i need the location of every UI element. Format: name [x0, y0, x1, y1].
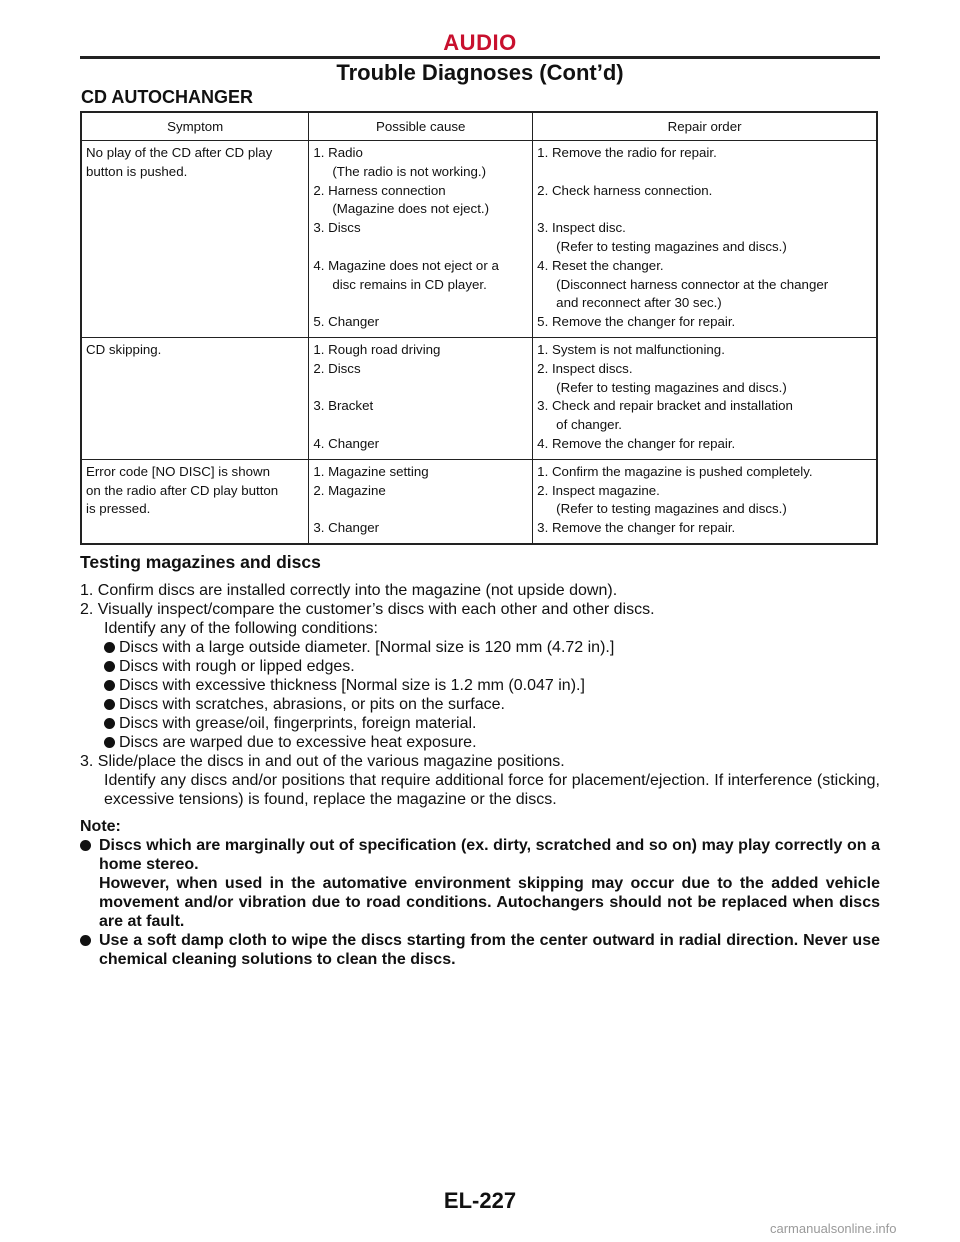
list-item [80, 657, 880, 676]
repair-cell [533, 459, 877, 544]
symptom-cell-line: No play of the CD after CD play [86, 145, 273, 160]
header-rule [80, 56, 880, 59]
cause-cell-line: (Magazine does not eject.) [332, 201, 490, 217]
cause-cell-line: 1. Radio [313, 145, 363, 160]
symptom-cell-line: on the radio after CD play button [86, 482, 279, 498]
bullet-icon [80, 935, 91, 946]
repair-cell-line [537, 200, 872, 219]
repair-cell-line: 4. Remove the changer for repair. [537, 435, 736, 451]
list-item [80, 676, 880, 695]
list-item [80, 638, 880, 657]
column-header-cause: Possible cause [309, 112, 533, 141]
list-item [80, 695, 880, 714]
watermark: carmanualsonline.info [770, 1221, 897, 1236]
testing-step-2: 2. Visually inspect/compare the customer’s discs with each other and other discs. [80, 601, 655, 618]
testing-step-3: 3. Slide/place the discs in and out of the various magazine positions. [80, 753, 565, 770]
repair-cell-line: 1. Confirm the magazine is pushed completely. [537, 463, 813, 479]
cause-cell-line: 5. Changer [313, 314, 380, 330]
testing-step-2-sub: Identify any of the following conditions: [104, 620, 378, 637]
section-label: AUDIO [443, 30, 517, 55]
symptom-cell-line: button is pushed. [86, 163, 188, 179]
repair-cell-line: (Refer to testing magazines and discs.) [556, 501, 787, 517]
column-header-symptom: Symptom [81, 112, 309, 141]
cause-cell-line: 3. Bracket [313, 398, 374, 414]
cause-cell-line [313, 416, 528, 435]
testing-heading: Testing magazines and discs [80, 552, 321, 572]
repair-cell-line: (Refer to testing magazines and discs.) [556, 238, 787, 254]
cause-cell-line [313, 379, 528, 398]
symptom-cell-line: CD skipping. [86, 341, 162, 357]
repair-cell-line: 2. Check harness connection. [537, 182, 713, 198]
table-row [81, 141, 877, 338]
diagnosis-table [80, 111, 878, 545]
note-item [80, 836, 880, 931]
doc-title: CD AUTOCHANGER [81, 87, 254, 107]
cause-cell-line [313, 238, 528, 257]
symptom-cell-line: is pressed. [86, 501, 151, 517]
repair-cell [533, 337, 877, 459]
repair-cell-line: (Disconnect harness connector at the changer [556, 276, 829, 292]
condition-text: Discs with excessive thickness [Normal size is 1.2 mm (0.047 in).] [119, 677, 585, 694]
repair-cell-line: (Refer to testing magazines and discs.) [556, 379, 787, 395]
condition-list [80, 638, 880, 752]
cause-cell-line [313, 294, 528, 313]
cause-cell-line: 4. Changer [313, 435, 380, 451]
repair-cell-line [537, 163, 872, 182]
cause-cell-line: 2. Magazine [313, 482, 386, 498]
repair-cell-line: and reconnect after 30 sec.) [556, 295, 722, 311]
symptom-cell-line: Error code [NO DISC] is shown [86, 463, 270, 479]
repair-cell [533, 141, 877, 338]
bullet-icon [104, 661, 115, 672]
note-item-1-continued: However, when used in the automative environment skipping may occur due to the added vehicle movement and/or vibration due to road conditions. Autochangers should not be replaced when discs are at fault. [99, 875, 880, 930]
column-header-repair: Repair order [533, 112, 877, 141]
cause-cell-line [313, 500, 528, 519]
table-body [81, 141, 877, 544]
repair-cell-line: 5. Remove the changer for repair. [537, 314, 736, 330]
cause-cell-line: 1. Rough road driving [313, 341, 441, 357]
condition-text: Discs with scratches, abrasions, or pits on the surface. [119, 696, 505, 713]
page-number: EL-227 [443, 1188, 517, 1213]
condition-text: Discs with grease/oil, fingerprints, foreign material. [119, 715, 477, 732]
list-item [80, 733, 880, 752]
repair-cell-line: 2. Inspect discs. [537, 360, 633, 376]
cause-cell [309, 459, 533, 544]
bullet-icon [104, 642, 115, 653]
cause-cell-line: (The radio is not working.) [332, 163, 487, 179]
condition-text: Discs with rough or lipped edges. [119, 658, 355, 675]
cause-cell-line: 3. Changer [313, 520, 380, 536]
cause-cell-line: 4. Magazine does not eject or a [313, 257, 499, 273]
condition-text: Discs with a large outside diameter. [Normal size is 120 mm (4.72 in).] [119, 639, 615, 656]
repair-cell-line: 3. Remove the changer for repair. [537, 520, 736, 536]
cause-cell-line: 2. Discs [313, 360, 361, 376]
note-heading: Note: [80, 818, 121, 835]
repair-cell-line: 1. System is not malfunctioning. [537, 341, 725, 357]
table-header-row [81, 112, 877, 141]
bullet-icon [80, 840, 91, 851]
cause-cell [309, 141, 533, 338]
cause-cell [309, 337, 533, 459]
note-item-2-text: Use a soft damp cloth to wipe the discs starting from the center outward in radial direction. Never use chemical cleaning solutions to clean the discs. [99, 932, 880, 968]
list-item [80, 714, 880, 733]
repair-cell-line: 3. Check and repair bracket and installation [537, 398, 793, 414]
bullet-icon [104, 718, 115, 729]
symptom-cell [81, 459, 309, 544]
repair-cell-line: 2. Inspect magazine. [537, 482, 660, 498]
repair-cell-line: 4. Reset the changer. [537, 257, 664, 273]
cause-cell-line: 1. Magazine setting [313, 463, 429, 479]
cause-cell-line: disc remains in CD player. [332, 276, 487, 292]
repair-cell-line: 3. Inspect disc. [537, 220, 626, 236]
testing-step-1: 1. Confirm discs are installed correctly into the magazine (not upside down). [80, 582, 618, 599]
bullet-icon [104, 699, 115, 710]
table-row [81, 459, 877, 544]
note-item-1-text: Discs which are marginally out of specification (ex. dirty, scratched and so on) may play correctly on a home stereo. [99, 837, 880, 873]
page-header [0, 0, 960, 86]
note-item [80, 931, 880, 969]
table-row [81, 337, 877, 459]
symptom-cell [81, 141, 309, 338]
repair-cell-line: of changer. [556, 417, 622, 433]
cause-cell-line: 3. Discs [313, 220, 361, 236]
testing-section [80, 552, 880, 969]
symptom-cell [81, 337, 309, 459]
testing-step-3-sub: Identify any discs and/or positions that require additional force for placement/ejection. If interference (sticking, excessive tensions) is found, replace the magazine or the discs. [104, 772, 880, 808]
bullet-icon [104, 680, 115, 691]
cause-cell-line: 2. Harness connection [313, 182, 446, 198]
condition-text: Discs are warped due to excessive heat exposure. [119, 734, 477, 751]
header-subtitle: Trouble Diagnoses (Cont’d) [336, 60, 624, 85]
repair-cell-line: 1. Remove the radio for repair. [537, 145, 717, 160]
bullet-icon [104, 737, 115, 748]
